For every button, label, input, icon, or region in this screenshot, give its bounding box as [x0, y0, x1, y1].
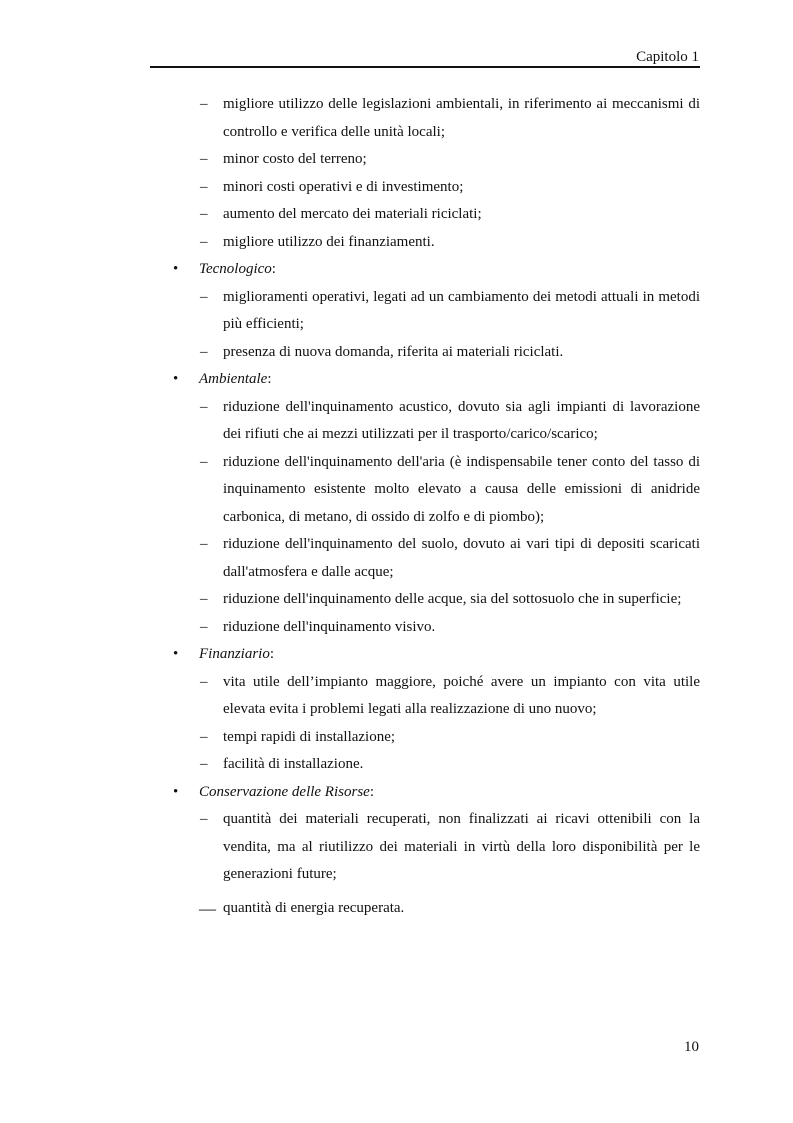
dash-marker: – [200, 151, 208, 167]
dash-marker: – [200, 233, 208, 250]
bullet-label: Finanziario [199, 646, 270, 662]
list-item [150, 724, 700, 752]
dash-marker: – [200, 398, 208, 415]
list-item-text: migliore utilizzo delle legislazioni ambientali, in riferimento ai meccanismi di controllo e verifica delle unità locali; [223, 96, 700, 140]
bullet-icon: • [173, 783, 179, 800]
list-item [150, 146, 700, 174]
header-rule [150, 66, 700, 68]
list-item-text: tempi rapidi di installazione; [223, 728, 396, 745]
bullet-label: Ambientale [199, 371, 268, 387]
page-number: 10 [684, 1039, 699, 1055]
list-item [150, 669, 700, 724]
list-item-text: quantità dei materiali recuperati, non finalizzati ai ricavi ottenibili con la vendita, ma al riutilizzo dei materiali in virtù della loro disponibilità per le generazioni future; [223, 811, 700, 882]
list-item [150, 174, 700, 202]
bullet-heading-conservazione [150, 779, 700, 807]
list-item [150, 586, 700, 614]
list-item [150, 449, 700, 532]
list-item-text: facilità di installazione. [223, 756, 364, 772]
dash-marker: – [200, 178, 208, 195]
dash-marker: – [200, 673, 208, 690]
bullet-heading-tecnologico [150, 256, 700, 284]
dash-marker: – [200, 618, 208, 635]
list-item-text: riduzione dell'inquinamento del suolo, dovuto ai vari tipi di depositi scaricati dall'atmosfera e dalle acque; [223, 536, 700, 580]
bullet-icon: • [173, 261, 179, 277]
bullet-label: Conservazione delle Risorse [199, 783, 370, 800]
list-item [150, 201, 700, 229]
list-item [150, 614, 700, 642]
list-item [150, 806, 700, 889]
list-item-text: presenza di nuova domanda, riferita ai materiali riciclati. [223, 343, 564, 360]
bullet-heading-finanziario [150, 641, 700, 669]
colon: : [269, 646, 275, 662]
chapter-title: Capitolo 1 [636, 49, 699, 65]
bullet-icon: • [173, 371, 179, 387]
dash-marker: – [200, 288, 208, 305]
dash-marker: – [200, 453, 208, 470]
dash-marker: – [200, 206, 208, 222]
list-item [150, 229, 700, 257]
list-item-text: miglioramenti operativi, legati ad un cambiamento dei metodi attuali in metodi più efficienti; [223, 288, 700, 332]
list-item-text: vita utile dell’impianto maggiore, poiché avere un impianto con vita utile elevata evita i problemi legati alla realizzazione di uno nuovo; [223, 673, 700, 717]
dash-marker: – [200, 96, 208, 112]
list-item-text: riduzione dell'inquinamento dell'aria (è indispensabile tener conto del tasso di inquinamento esistente molto elevato a causa delle emissioni di anidride carbonica, di metano, di ossido di zolfo e di piombo); [223, 453, 700, 525]
bullet-heading-ambientale [150, 366, 700, 394]
dash-marker: – [200, 756, 208, 772]
list-item [150, 284, 700, 339]
colon: : [267, 371, 272, 387]
list-item-text: aumento del mercato dei materiali riciclati; [223, 206, 482, 222]
dash-marker: – [200, 536, 208, 552]
dash-marker: – [200, 591, 208, 607]
list-item [150, 895, 700, 923]
list-item [150, 394, 700, 449]
page-content [150, 91, 700, 922]
list-item-text: riduzione dell'inquinamento delle acque, sia del sottosuolo che in superficie; [223, 591, 682, 607]
list-item-text: quantità di energia recuperata. [223, 899, 405, 916]
bullet-label: Tecnologico [199, 261, 272, 277]
list-item-text: riduzione dell'inquinamento acustico, dovuto sia agli impianti di lavorazione dei rifiuti che ai mezzi utilizzati per il trasporto/carico/scarico; [223, 398, 700, 442]
list-item [150, 91, 700, 146]
colon: : [369, 783, 374, 800]
list-item-text: migliore utilizzo dei finanziamenti. [223, 233, 435, 250]
dash-marker: — [199, 898, 216, 918]
list-item [150, 531, 700, 586]
list-item [150, 339, 700, 367]
list-item [150, 751, 700, 779]
dash-marker: – [200, 811, 208, 827]
colon: : [271, 261, 276, 277]
dash-marker: – [200, 728, 208, 745]
dash-marker: – [200, 343, 208, 360]
bullet-icon: • [173, 646, 179, 662]
list-item-text: riduzione dell'inquinamento visivo. [223, 618, 436, 635]
list-item-text: minor costo del terreno; [223, 151, 367, 167]
list-item-text: minori costi operativi e di investimento; [223, 178, 464, 195]
